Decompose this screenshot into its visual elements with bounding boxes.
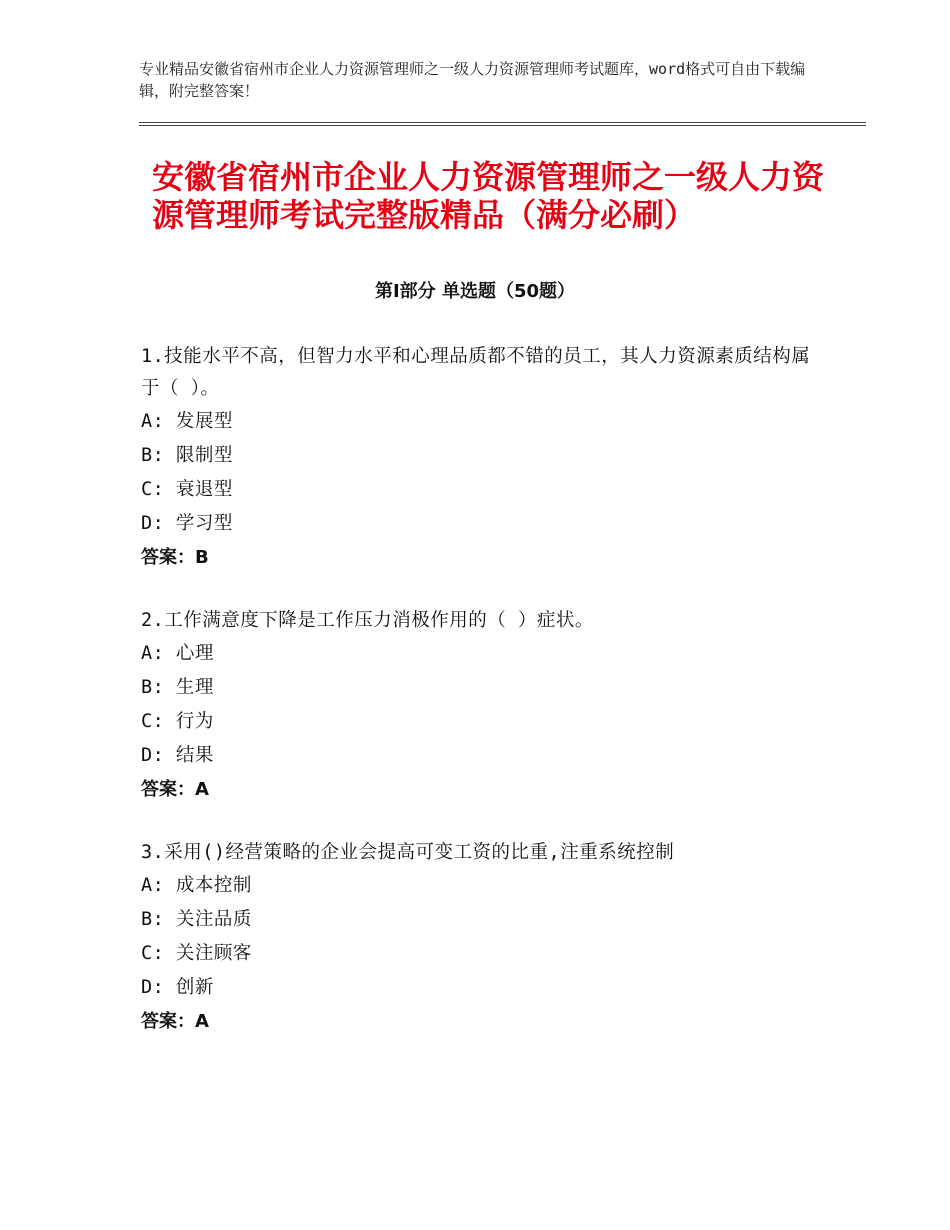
question-stem: 2.工作满意度下降是工作压力消极作用的（ ）症状。	[141, 610, 594, 631]
option-a: A: 成本控制	[141, 875, 252, 896]
question-2	[141, 605, 821, 807]
option-c: C: 衰退型	[141, 479, 233, 500]
option-c: C: 关注顾客	[141, 943, 252, 964]
question-stem: 3.采用()经营策略的企业会提高可变工资的比重,注重系统控制	[141, 842, 675, 863]
option-a: A: 心理	[141, 643, 214, 664]
document-title: 安徽省宿州市企业人力资源管理师之一级人力资源管理师考试完整版精品（满分必刷）	[152, 158, 825, 234]
answer: 答案：A	[141, 1011, 209, 1032]
question-3	[141, 837, 821, 1039]
header-divider-bottom	[139, 125, 866, 126]
option-c: C: 行为	[141, 711, 214, 732]
option-a: A: 发展型	[141, 411, 233, 432]
option-d: D: 创新	[141, 977, 214, 998]
question-1	[141, 341, 821, 575]
option-d: D: 学习型	[141, 513, 233, 534]
option-b: B: 生理	[141, 677, 214, 698]
option-b: B: 限制型	[141, 445, 233, 466]
answer: 答案：B	[141, 547, 209, 568]
answer: 答案：A	[141, 779, 209, 800]
option-b: B: 关注品质	[141, 909, 252, 930]
question-list	[141, 341, 821, 1069]
option-d: D: 结果	[141, 745, 214, 766]
section-title: 第Ⅰ部分 单选题（50题）	[374, 281, 575, 302]
question-stem: 1.技能水平不高，但智力水平和心理品质都不错的员工，其人力资源素质结构属 于（ ）。	[141, 346, 811, 399]
header-note: 专业精品安徽省宿州市企业人力资源管理师之一级人力资源管理师考试题库，word格式可自由下载编辑，附完整答案！	[139, 60, 806, 100]
header-divider-top	[139, 122, 866, 123]
